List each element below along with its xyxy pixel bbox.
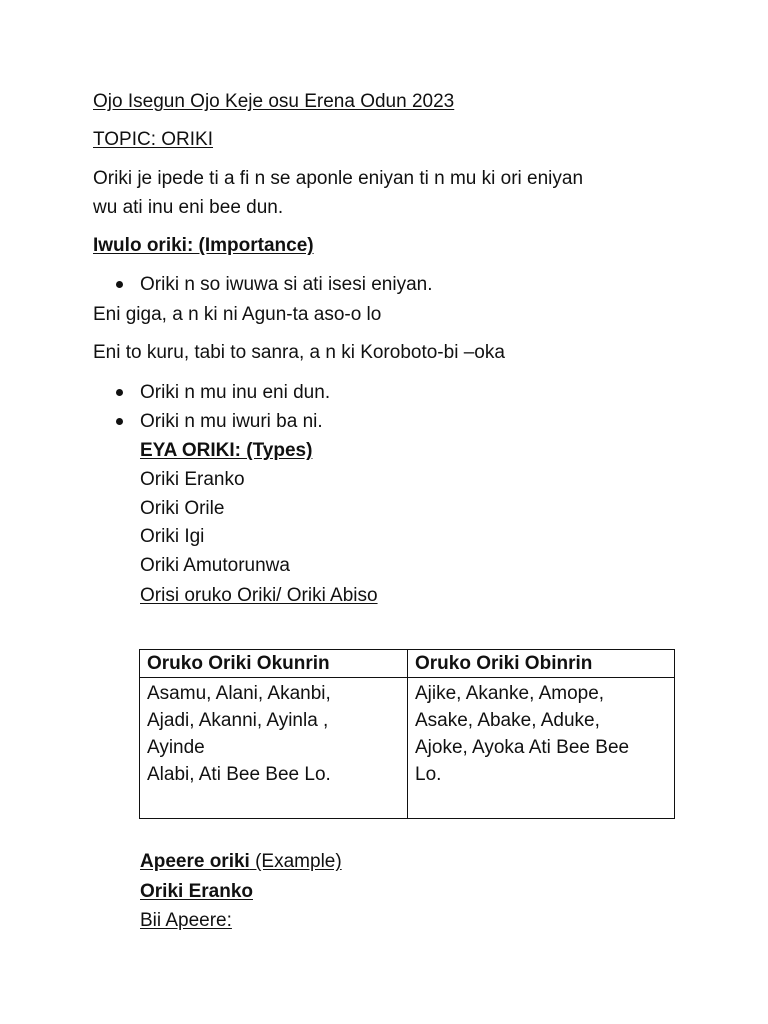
male-names-header: Oruko Oriki Okunrin [140, 650, 408, 678]
type-item: Oriki Igi [140, 526, 205, 547]
types-heading: EYA ORIKI: (Types) [140, 440, 313, 461]
names-heading: Orisi oruko Oriki/ Oriki Abiso [140, 585, 378, 606]
cell-line: Alabi, Ati Bee Bee Lo. [147, 764, 331, 785]
example-heading-rest: (Example) [249, 851, 342, 872]
example-line: Eni giga, a n ki ni Agun-ta aso-o lo [93, 304, 382, 325]
cell-line: Asake, Abake, Aduke, [415, 710, 600, 731]
importance-item: Oriki n mu inu eni dun. [140, 382, 331, 403]
type-item: Oriki Amutorunwa [140, 555, 290, 576]
example-heading-bold: Apeere oriki [140, 851, 250, 872]
example-subheading: Oriki Eranko [140, 881, 253, 902]
document-heading: Ojo Isegun Ojo Keje osu Erena Odun 2023 [93, 91, 455, 112]
importance-heading: Iwulo oriki: (Importance) [93, 235, 314, 256]
cell-line: Ayinde [147, 737, 205, 758]
table-header-row [140, 650, 675, 678]
importance-item: Oriki n so iwuwa si ati isesi eniyan. [140, 274, 433, 295]
example-heading [140, 850, 342, 874]
topic-title: TOPIC: ORIKI [93, 129, 214, 150]
type-item: Oriki Eranko [140, 469, 245, 490]
cell-line: Ajoke, Ayoka Ati Bee Bee [415, 737, 630, 758]
bullet-icon [116, 281, 123, 288]
names-table [139, 649, 675, 819]
bullet-icon [116, 389, 123, 396]
female-names-header: Oruko Oriki Obinrin [408, 650, 675, 678]
bullet-icon [116, 418, 123, 425]
cell-line: Lo. [415, 764, 442, 785]
intro-line: wu ati inu eni bee dun. [93, 197, 284, 218]
cell-line: Ajadi, Akanni, Ayinla , [147, 710, 329, 731]
example-line: Eni to kuru, tabi to sanra, a n ki Koroboto-bi –oka [93, 342, 505, 363]
type-item: Oriki Orile [140, 498, 225, 519]
female-names-cell [408, 678, 675, 819]
example-label: Bii Apeere: [140, 910, 232, 931]
intro-line: Oriki je ipede ti a fi n se aponle eniyan ti n mu ki ori eniyan [93, 168, 584, 189]
cell-line: Ajike, Akanke, Amope, [415, 683, 605, 704]
table-row [140, 678, 675, 819]
importance-item: Oriki n mu iwuri ba ni. [140, 411, 323, 432]
cell-line: Asamu, Alani, Akanbi, [147, 683, 331, 704]
intro-paragraph [93, 164, 683, 222]
male-names-cell [140, 678, 408, 819]
